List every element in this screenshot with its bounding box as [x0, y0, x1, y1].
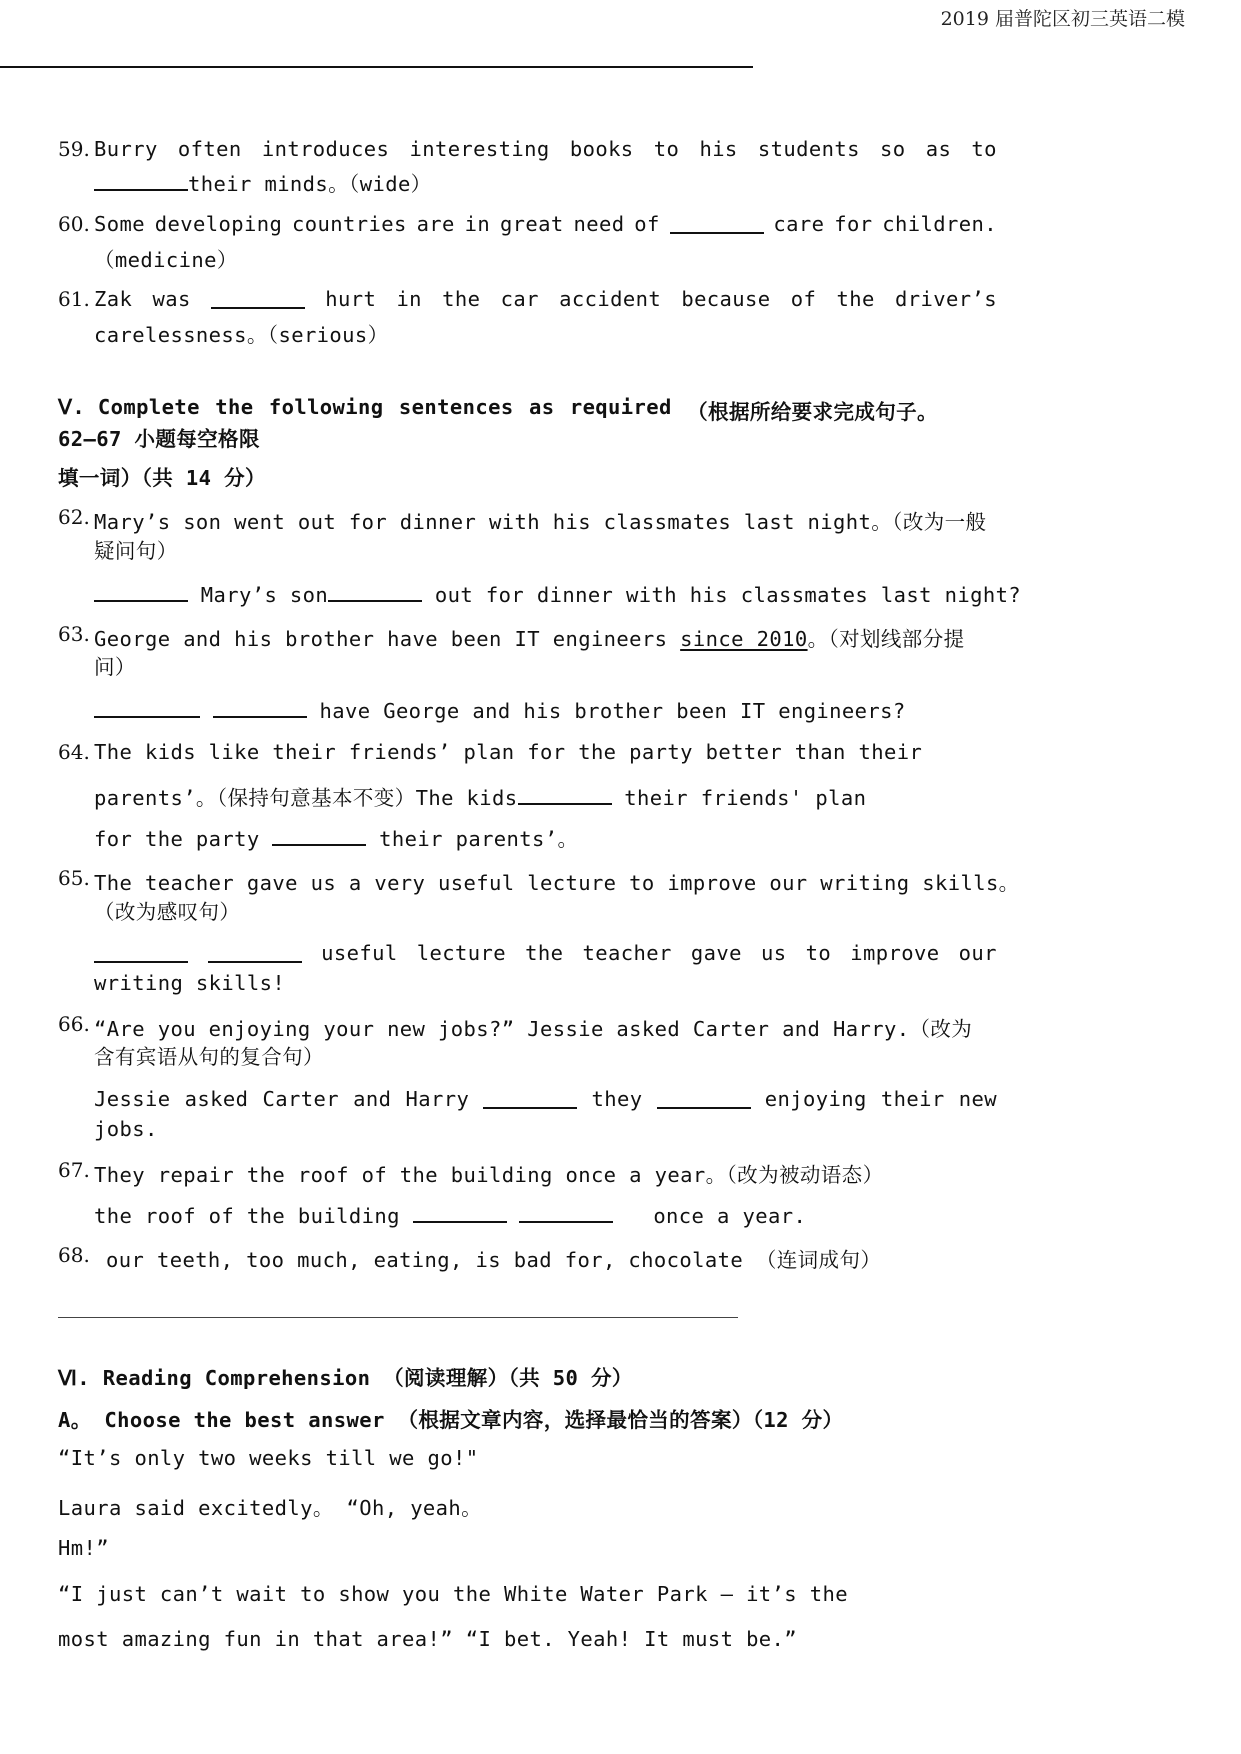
q65-line1: The teacher gave us a very useful lecture to improve our writing skills。: [94, 871, 1020, 895]
passage-line: “It’s only two weeks till we go!": [58, 1446, 479, 1470]
q62-line1: Mary’s son went out for dinner with his classmates last night。（改为一般: [94, 510, 987, 534]
q66-answer-line2: jobs.: [94, 1117, 158, 1141]
answer-blank[interactable]: [413, 1201, 507, 1223]
section-5-heading-line2: 62—67 小题每空格限: [58, 427, 260, 451]
passage-line: Laura said excitedly。 “Oh, yeah。: [58, 1496, 483, 1520]
q65-answer-line2: writing skills!: [94, 971, 286, 995]
q62-number: 62.: [58, 505, 90, 529]
passage-line: “I just can’t wait to show you the White Water Park – it’s the: [58, 1582, 849, 1606]
answer-blank[interactable]: [94, 169, 188, 191]
header-rule: [0, 66, 753, 68]
q67-number: 67.: [58, 1158, 90, 1182]
q59-line1: Burry often introduces interesting books to his students so as to: [94, 137, 997, 161]
answer-blank[interactable]: [670, 212, 764, 234]
q68-text: our teeth, too much, eating, is bad for, chocolate （连词成句）: [106, 1248, 882, 1272]
part-a-heading: A。 Choose the best answer （根据文章内容，选择最恰当的答案）（12 分）: [58, 1408, 844, 1432]
q59-line2: their minds。（wide）: [94, 167, 432, 197]
q62-line2: 疑问句）: [94, 539, 178, 563]
answer-blank[interactable]: [213, 696, 307, 718]
q63-answer-line: have George and his brother been IT engineers?: [94, 696, 906, 723]
q65-number: 65.: [58, 866, 90, 890]
section-6-heading: Ⅵ. Reading Comprehension （阅读理解）（共 50 分）: [58, 1366, 633, 1390]
q59-number: 59.: [58, 137, 90, 161]
page-header-title: 2019 届普陀区初三英语二模: [940, 8, 1185, 30]
q64-line1: The kids like their friends’ plan for the party better than their: [94, 740, 923, 764]
answer-blank[interactable]: [94, 696, 200, 718]
answer-line[interactable]: [58, 1317, 738, 1318]
q64-number: 64.: [58, 740, 90, 764]
q65-answer-line: useful lecture the teacher gave us to improve our: [94, 941, 997, 965]
answer-blank[interactable]: [211, 287, 305, 309]
answer-blank[interactable]: [483, 1087, 577, 1109]
q67-line1: They repair the roof of the building once a year。（改为被动语态）: [94, 1163, 884, 1187]
q60-number: 60.: [58, 212, 90, 236]
q62-answer-line: Mary’s son out for dinner with his classmates last night?: [94, 580, 1021, 607]
q64-line2: parents’。（保持句意基本不变）The kids their friends' plan: [94, 781, 866, 811]
answer-blank[interactable]: [94, 580, 188, 602]
q66-line1: “Are you enjoying your new jobs?” Jessie asked Carter and Harry.（改为: [94, 1017, 973, 1041]
passage-line: Hm!”: [58, 1536, 109, 1560]
q63-number: 63.: [58, 622, 90, 646]
answer-blank[interactable]: [657, 1087, 751, 1109]
answer-blank[interactable]: [94, 941, 188, 963]
answer-blank[interactable]: [328, 580, 422, 602]
q61-line1: Zak was hurt in the car accident because of the driver’s: [94, 287, 997, 311]
answer-blank[interactable]: [518, 783, 612, 805]
q67-answer-line: the roof of the building once a year.: [94, 1201, 806, 1228]
q65-line2: （改为感叹句）: [94, 900, 241, 924]
q61-number: 61.: [58, 287, 90, 311]
section-5-heading: Ⅴ. Complete the following sentences as required （根据所给要求完成句子。: [58, 395, 938, 424]
q64-line3: for the party their parents’。: [94, 822, 578, 852]
q63-line1: George and his brother have been IT engineers since 2010。（对划线部分提: [94, 627, 965, 651]
passage-line: most amazing fun in that area!” “I bet. Yeah! It must be.”: [58, 1627, 798, 1651]
q63-line2: 问）: [94, 655, 136, 679]
q66-line2: 含有宾语从句的复合句）: [94, 1045, 324, 1069]
q66-answer-line: Jessie asked Carter and Harry they enjoying their new: [94, 1087, 997, 1111]
q60-line2: （medicine）: [94, 248, 238, 272]
q60-line1: Some developing countries are in great need of care for children.: [94, 212, 997, 236]
answer-blank[interactable]: [208, 941, 302, 963]
q68-number: 68.: [58, 1243, 90, 1267]
q61-line2: carelessness。（serious）: [94, 323, 389, 347]
q66-number: 66.: [58, 1012, 90, 1036]
answer-blank[interactable]: [519, 1201, 613, 1223]
section-5-heading-line3: 填一词）（共 14 分）: [58, 466, 266, 490]
answer-blank[interactable]: [272, 824, 366, 846]
underlined-phrase: since 2010: [680, 627, 808, 651]
